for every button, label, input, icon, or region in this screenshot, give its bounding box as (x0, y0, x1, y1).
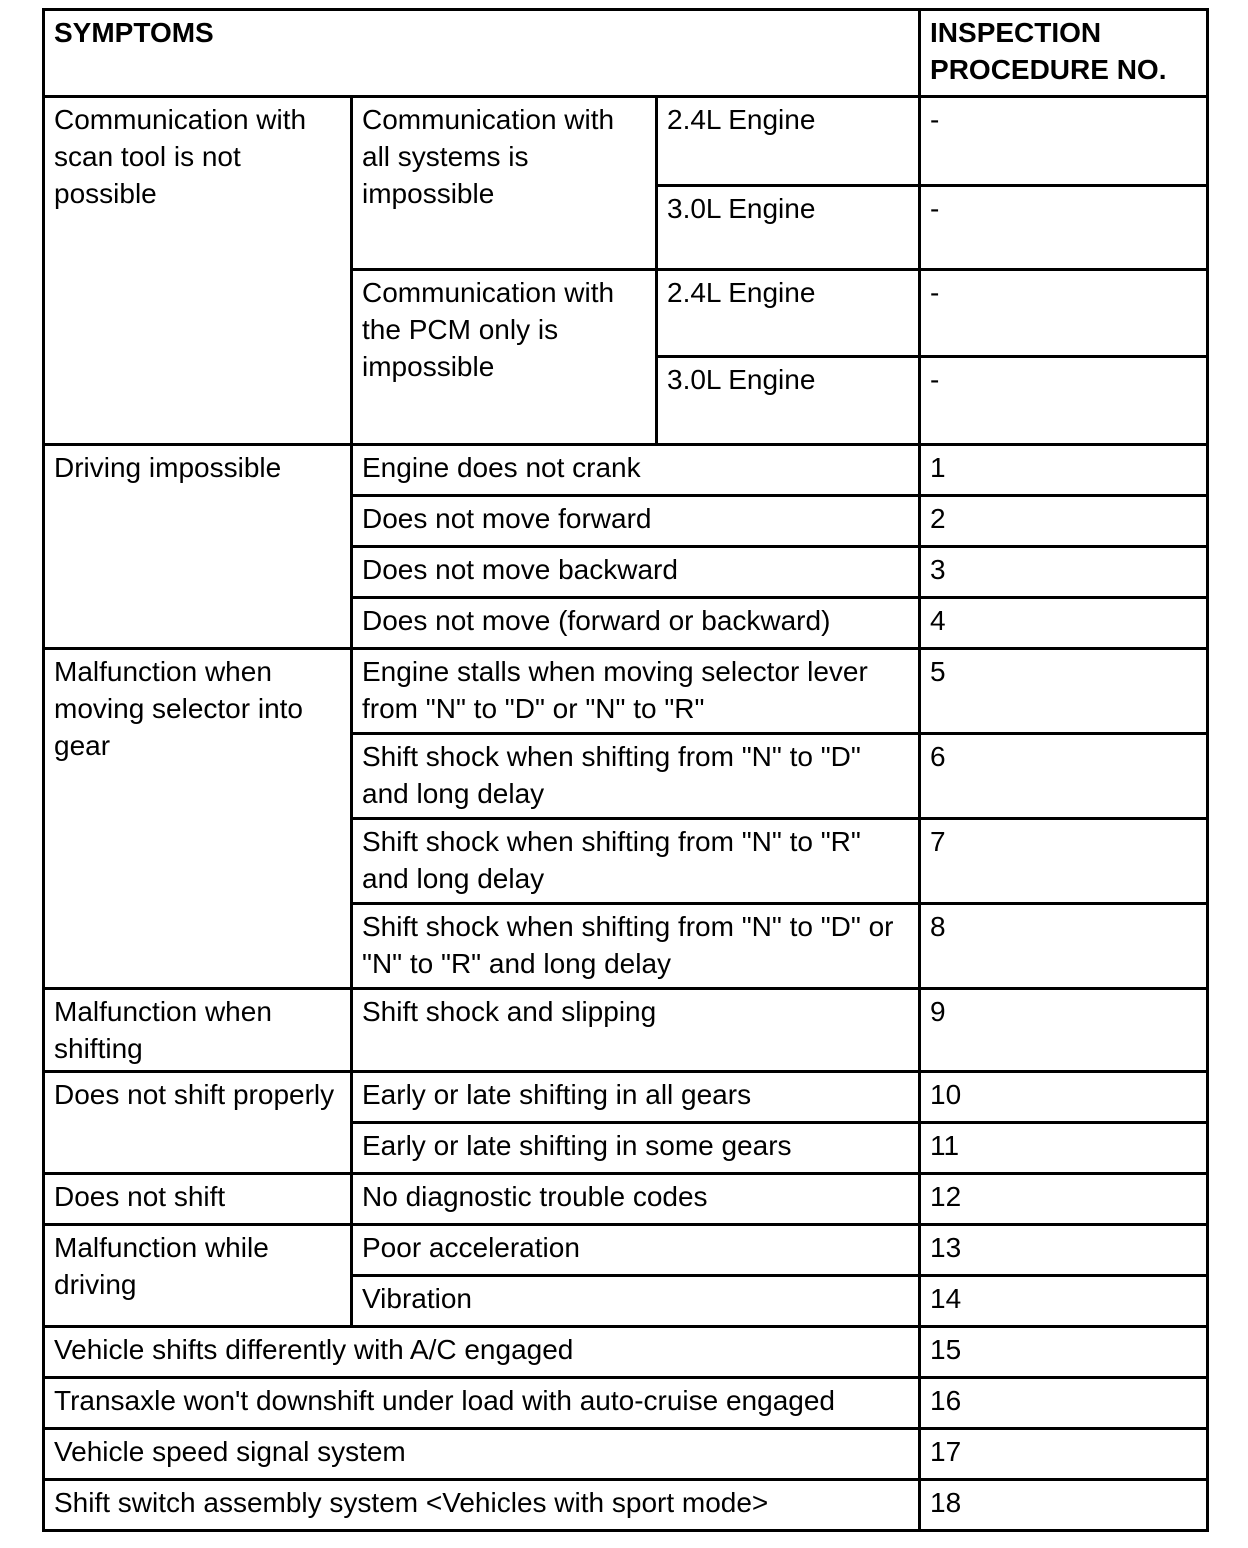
engine-cell: 2.4L Engine (657, 270, 920, 357)
sub-symptom-cell: Shift shock and slipping (352, 989, 920, 1072)
sub-symptom-cell: Early or late shifting in all gears (352, 1072, 920, 1123)
table-row (44, 445, 1208, 496)
table-row (44, 989, 1208, 1072)
table-row (44, 1327, 1208, 1378)
engine-cell: 2.4L Engine (657, 97, 920, 186)
procedure-no-cell: 10 (920, 1072, 1208, 1123)
sub-symptom-cell: Communication with all systems is impossible (352, 97, 657, 270)
procedure-no-cell: 18 (920, 1480, 1208, 1531)
procedure-no-cell: 16 (920, 1378, 1208, 1429)
sub-symptom-cell: Engine does not crank (352, 445, 920, 496)
procedure-no-cell: 13 (920, 1225, 1208, 1276)
procedure-no-cell: - (920, 270, 1208, 357)
table-row (44, 1072, 1208, 1123)
symptom-cell: Vehicle shifts differently with A/C engaged (44, 1327, 920, 1378)
sub-symptom-cell: Early or late shifting in some gears (352, 1123, 920, 1174)
procedure-no-cell: - (920, 97, 1208, 186)
symptom-cell: Vehicle speed signal system (44, 1429, 920, 1480)
procedure-no-cell: 17 (920, 1429, 1208, 1480)
symptom-cell: Malfunction while driving (44, 1225, 352, 1327)
engine-cell: 3.0L Engine (657, 186, 920, 270)
procedure-no-cell: 4 (920, 598, 1208, 649)
procedure-no-cell: 1 (920, 445, 1208, 496)
procedure-no-cell: 11 (920, 1123, 1208, 1174)
sub-symptom-cell: No diagnostic trouble codes (352, 1174, 920, 1225)
sub-symptom-cell: Shift shock when shifting from "N" to "D" or "N" to "R" and long delay (352, 904, 920, 989)
symptom-cell: Malfunction when moving selector into gear (44, 649, 352, 989)
symptom-cell: Shift switch assembly system <Vehicles with sport mode> (44, 1480, 920, 1531)
procedure-no-cell: 9 (920, 989, 1208, 1072)
procedure-no-cell: - (920, 186, 1208, 270)
header-symptoms: SYMPTOMS (44, 10, 920, 97)
procedure-no-cell: 12 (920, 1174, 1208, 1225)
symptom-cell: Driving impossible (44, 445, 352, 649)
symptom-cell: Does not shift (44, 1174, 352, 1225)
procedure-no-cell: 6 (920, 734, 1208, 819)
procedure-no-cell: 2 (920, 496, 1208, 547)
engine-cell: 3.0L Engine (657, 357, 920, 445)
symptom-cell: Does not shift properly (44, 1072, 352, 1174)
symptom-cell: Transaxle won't downshift under load with auto-cruise engaged (44, 1378, 920, 1429)
sub-symptom-cell: Shift shock when shifting from "N" to "D" and long delay (352, 734, 920, 819)
sub-symptom-cell: Shift shock when shifting from "N" to "R" and long delay (352, 819, 920, 904)
procedure-no-cell: 15 (920, 1327, 1208, 1378)
sub-symptom-cell: Engine stalls when moving selector lever from "N" to "D" or "N" to "R" (352, 649, 920, 734)
table-row (44, 97, 1208, 186)
procedure-no-cell: 8 (920, 904, 1208, 989)
sub-symptom-cell: Vibration (352, 1276, 920, 1327)
table-row (44, 1480, 1208, 1531)
procedure-no-cell: 5 (920, 649, 1208, 734)
sub-symptom-cell: Does not move forward (352, 496, 920, 547)
table-row (44, 1174, 1208, 1225)
procedure-no-cell: 7 (920, 819, 1208, 904)
sub-symptom-cell: Poor acceleration (352, 1225, 920, 1276)
table-row (44, 1225, 1208, 1276)
procedure-no-cell: - (920, 357, 1208, 445)
sub-symptom-cell: Communication with the PCM only is impossible (352, 270, 657, 445)
symptom-cell: Communication with scan tool is not possible (44, 97, 352, 445)
sub-symptom-cell: Does not move (forward or backward) (352, 598, 920, 649)
header-inspection-procedure-no: INSPECTION PROCEDURE NO. (920, 10, 1208, 97)
procedure-no-cell: 3 (920, 547, 1208, 598)
table-row (44, 1429, 1208, 1480)
procedure-no-cell: 14 (920, 1276, 1208, 1327)
table-row (44, 1378, 1208, 1429)
symptom-cell: Malfunction when shifting (44, 989, 352, 1072)
table-header-row (44, 10, 1208, 97)
table-row (44, 649, 1208, 734)
sub-symptom-cell: Does not move backward (352, 547, 920, 598)
symptom-inspection-table (42, 8, 1209, 1532)
